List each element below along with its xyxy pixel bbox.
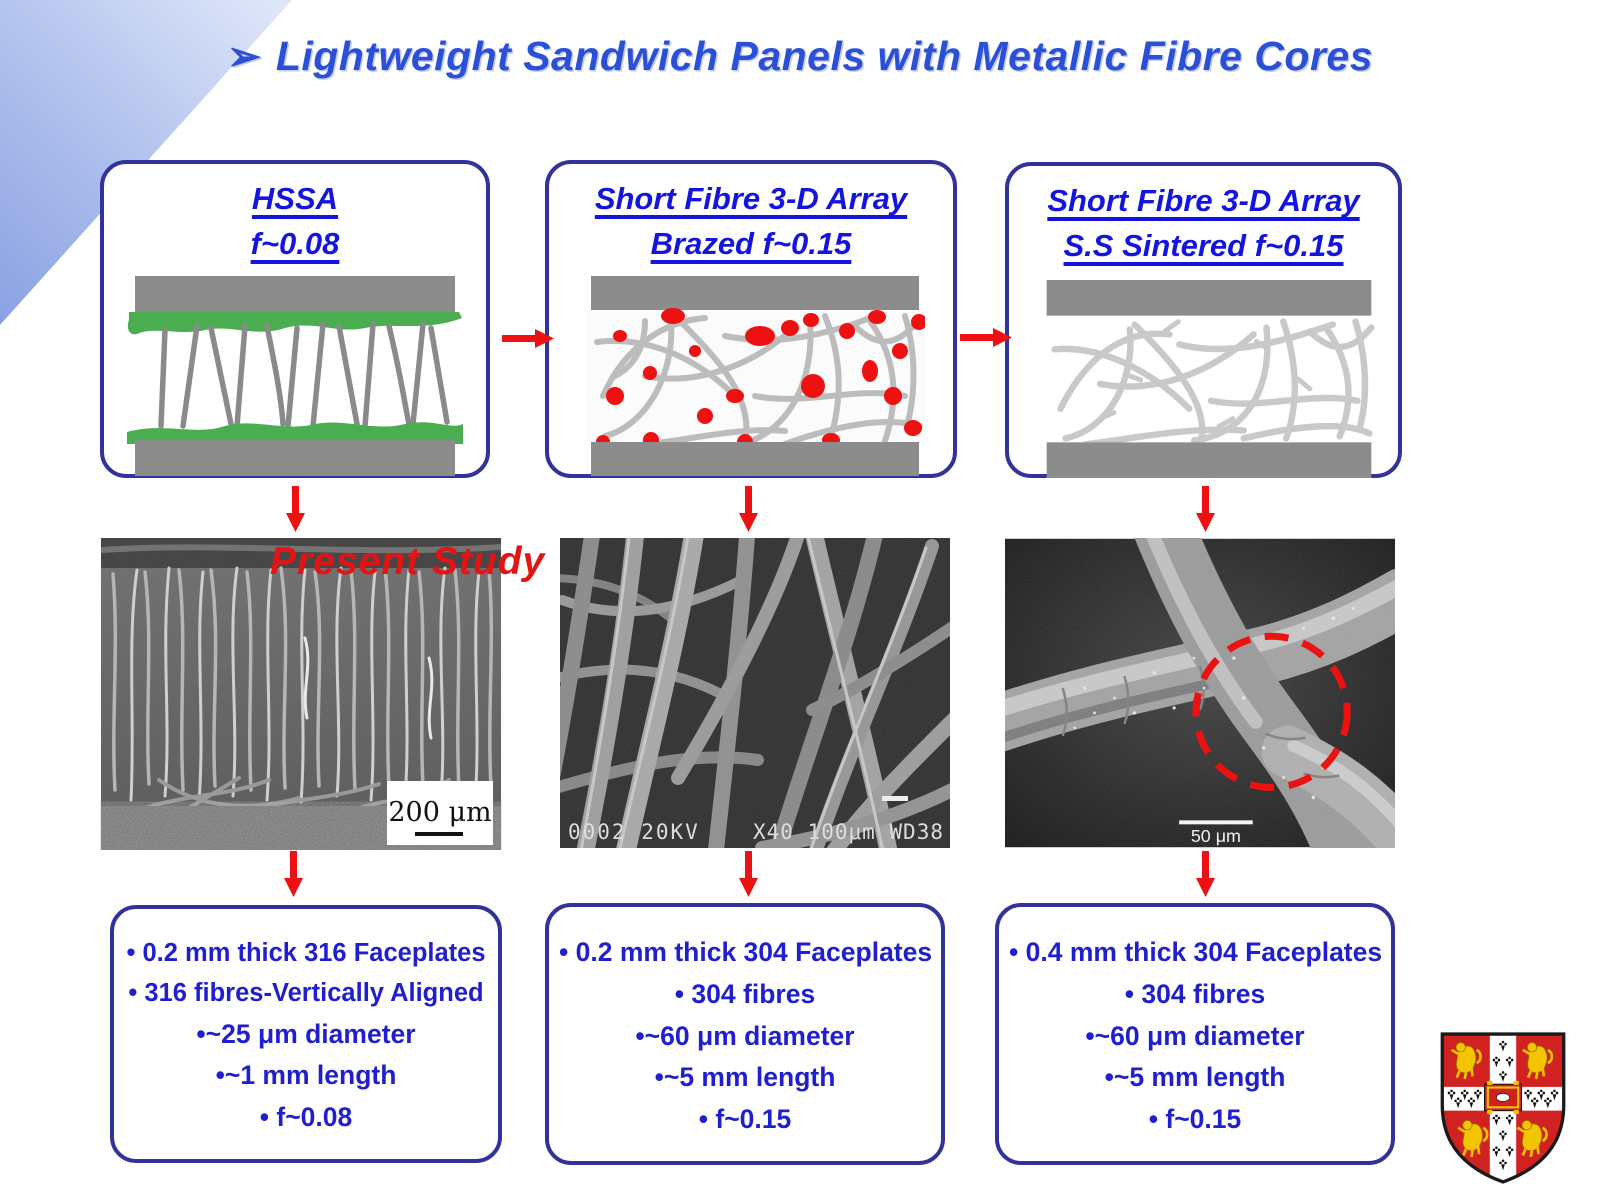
panel-title-line: S.S Sintered f~0.15 [1063,227,1344,263]
arrow-down-icon [739,486,758,532]
vertical-fibres [161,324,447,426]
specs-sintered [995,903,1395,1165]
panel-sintered [1005,162,1402,478]
spec-line: • 0.2 mm thick 304 Faceplates [559,937,933,967]
panel-title-line: Brazed f~0.15 [650,225,852,261]
spec-line: • 304 fibres [1124,978,1266,1009]
spec-line: • 304 fibres [674,978,816,1009]
spec-line: • f~0.15 [698,1104,792,1134]
spec-line: •~25 μm diameter [196,1018,416,1049]
panel-title-line: HSSA [251,181,339,216]
scale-bar [415,832,463,836]
sem-image-brazed [560,538,950,848]
scale-label: 200 μm [388,797,492,828]
title-arrow-bullet-icon: ➢ [226,33,262,79]
arrow-down-icon [1196,486,1215,532]
scale-label: 50 μm [1190,826,1241,847]
sem-footer-left: 0002 20KV [568,820,700,844]
sem-image-sintered [1005,538,1395,848]
spec-line: • 316 fibres-Vertically Aligned [128,978,484,1007]
spec-line: • f~0.15 [1148,1104,1242,1134]
spec-line: •~5 mm length [654,1062,836,1093]
panel-title [1009,166,1398,269]
panel-title [549,164,953,267]
page-title [0,32,1600,80]
sintered-schematic [1039,280,1379,478]
center-book [1485,1081,1522,1114]
arrow-down-icon [284,851,303,897]
spec-line: •~1 mm length [215,1060,397,1091]
scale-bar [1179,820,1253,824]
specs-hssa [110,905,502,1163]
university-crest-logo [1437,1026,1569,1190]
sem-footer-right: X40 100μm WD38 [752,820,944,844]
panel-hssa [100,160,490,478]
panel-title-line: Short Fibre 3-D Array [1047,183,1360,218]
arrow-right-icon [960,328,1012,347]
spec-line: •~5 mm length [1104,1062,1286,1093]
fibre-network [1055,322,1372,445]
spec-line: •~60 μm diameter [1085,1020,1305,1051]
brazed-schematic [585,276,925,476]
spec-line: • 0.4 mm thick 304 Faceplates [1009,937,1383,967]
panel-title-line: Short Fibre 3-D Array [594,181,908,216]
spec-line: • f~0.08 [259,1102,353,1132]
spec-line: •~60 μm diameter [635,1020,855,1051]
title-text: Lightweight Sandwich Panels with Metallic Fibre Cores [275,33,1374,79]
arrow-right-icon [502,329,554,348]
panel-brazed [545,160,957,478]
panel-title [104,164,486,267]
present-study-label: Present Study [270,540,546,583]
panel-title-line: f~0.08 [250,225,340,261]
specs-brazed [545,903,945,1165]
sem-image-hssa [100,538,502,850]
scale-tick [882,796,908,801]
arrow-down-icon [286,486,305,532]
arrow-down-icon [1196,851,1215,897]
hssa-schematic [122,276,468,476]
arrow-down-icon [739,851,758,897]
spec-line: • 0.2 mm thick 316 Faceplates [126,939,486,967]
